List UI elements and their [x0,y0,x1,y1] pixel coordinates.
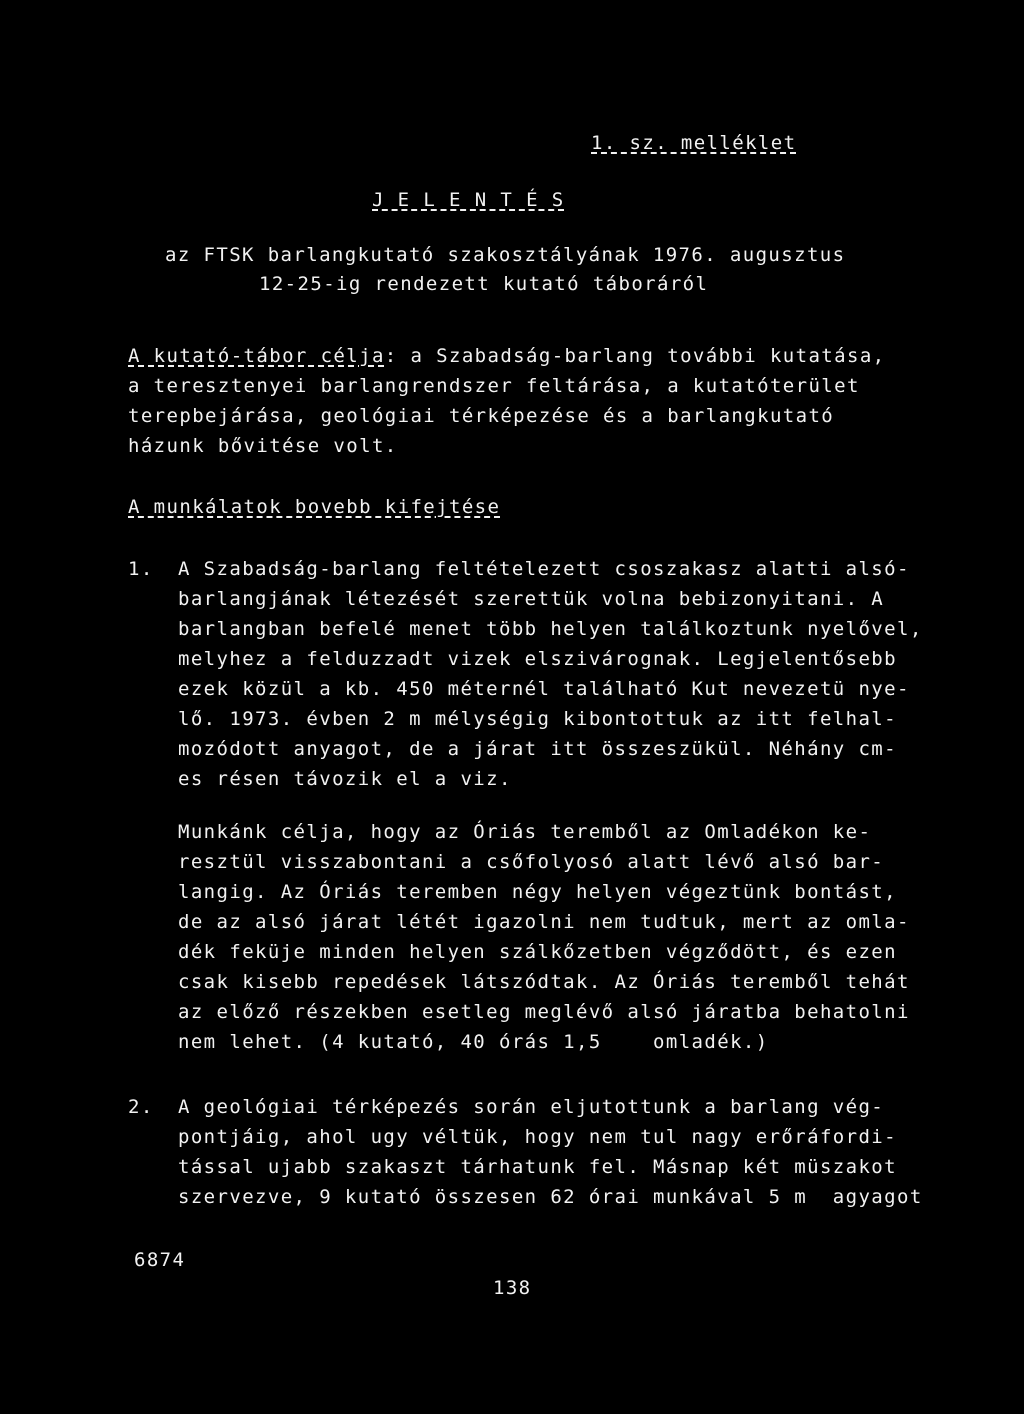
item-number: 2. [128,1096,154,1118]
document-number: 6874 [134,1249,186,1271]
goal-line: terepbejárása, geológiai térképezése és a barlangkutató [128,405,835,427]
subtitle-line: az FTSK barlangkutató szakosztályának 1976. augusztus [165,244,846,266]
goal-first-line-rest: : a Szabadság-barlang további kutatása, [384,345,886,367]
item1-line: es résen távozik el a viz. [178,768,512,790]
item-number: 1. [128,558,154,580]
goal-heading: A kutató-tábor célja [128,345,385,367]
item2-line: tással ujabb szakaszt tárhatunk fel. Másnap két müszakot [178,1156,897,1178]
item1-line: melyhez a felduzzadt vizek elszivárognak. Legjelentősebb [178,648,897,670]
annex-label: 1. sz. melléklet [591,132,797,154]
item1-para2-line: Munkánk célja, hogy az Óriás teremből az Omladékon ke- [178,821,872,843]
page-number: 138 [493,1277,532,1299]
item1-para2-line: csak kisebb repedések látszódtak. Az Óriás teremből tehát [178,971,910,993]
item1-para2-line: nem lehet. (4 kutató, 40 órás 1,5 omladék.) [178,1031,769,1053]
subtitle-line: 12-25-ig rendezett kutató táboráról [259,273,709,295]
item1-para2-line: dék feküje minden helyen szálkőzetben végződött, és ezen [178,941,897,963]
goal-line: házunk bővitése volt. [128,435,398,457]
item1-para2-line: az előző részekben esetleg meglévő alsó járatba behatolni [178,1001,910,1023]
item1-line: ezek közül a kb. 450 méternél található Kut nevezetü nye- [178,678,910,700]
item1-line: mozódott anyagot, de a járat itt összeszükül. Néhány cm- [178,738,897,760]
item1-para2-line: resztül visszabontani a csőfolyosó alatt lévő alsó bar- [178,851,885,873]
item1-line: barlangjának létezését szerettük volna bebizonyitani. A [178,588,885,610]
works-heading: A munkálatok bovebb kifejtése [128,496,501,518]
item1-para2-line: de az alsó járat létét igazolni nem tudtuk, mert az omla- [178,911,910,933]
item2-line: pontjáig, ahol ugy véltük, hogy nem tul nagy erőráfordi- [178,1126,897,1148]
item2-line: szervezve, 9 kutató összesen 62 órai munkával 5 m agyagot [178,1186,923,1208]
item1-line: lő. 1973. évben 2 m mélységig kibontottuk az itt felhal- [178,708,897,730]
item1-line: barlangban befelé menet több helyen találkoztunk nyelővel, [178,618,923,640]
item2-line: A geológiai térképezés során eljutottunk a barlang vég- [178,1096,885,1118]
goal-first-line [128,344,886,368]
goal-line: a teresztenyei barlangrendszer feltárása, a kutatóterület [128,375,860,397]
document-title: J E L E N T É S [372,189,565,211]
item1-para2-line: langig. Az Óriás teremben négy helyen végeztünk bontást, [178,881,897,903]
item1-line: A Szabadság-barlang feltételezett csoszakasz alatti alsó- [178,558,910,580]
